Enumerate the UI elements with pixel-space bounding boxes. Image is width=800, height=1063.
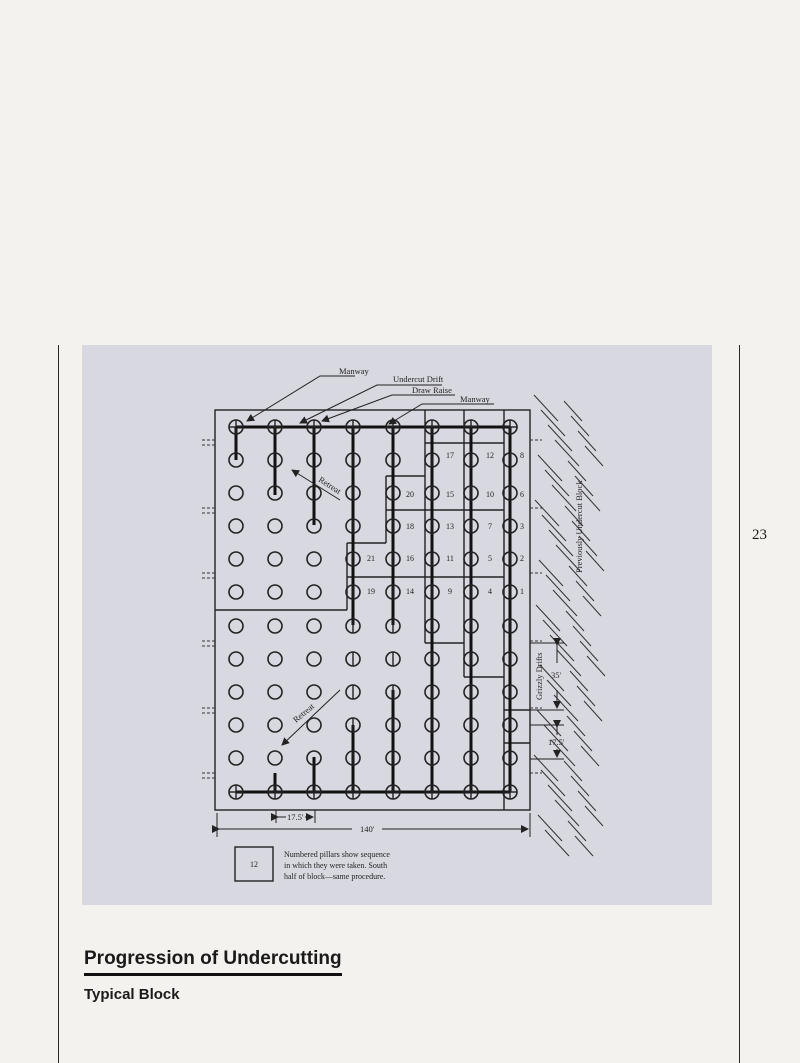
pillar-circle bbox=[307, 685, 321, 699]
dim-35: 35' bbox=[551, 670, 562, 680]
hatch-line bbox=[549, 530, 573, 556]
hatch-line bbox=[534, 395, 558, 421]
pillar-circle bbox=[307, 718, 321, 732]
seq-5: 5 bbox=[488, 554, 492, 563]
pillar-circle bbox=[307, 552, 321, 566]
grizzly-drifts-label: Grizzly Drifts bbox=[534, 652, 544, 700]
seq-15: 15 bbox=[446, 490, 454, 499]
hatch-line bbox=[535, 500, 559, 526]
pillar-circle bbox=[229, 751, 243, 765]
pillar-circle bbox=[307, 585, 321, 599]
hatch-line bbox=[554, 695, 578, 721]
hatch-line bbox=[555, 800, 579, 826]
seq-14: 14 bbox=[406, 587, 414, 596]
hatch-line bbox=[541, 770, 565, 796]
hatch-line bbox=[548, 425, 572, 451]
hatch-line bbox=[545, 830, 569, 856]
legend-line-1: Numbered pillars show sequence bbox=[284, 850, 390, 859]
left-margin-rule bbox=[58, 345, 59, 1063]
pillar-circle bbox=[307, 652, 321, 666]
pillar-circle bbox=[229, 619, 243, 633]
seq-10: 10 bbox=[486, 490, 494, 499]
hatch-line bbox=[541, 410, 565, 436]
hatch-line bbox=[538, 455, 562, 481]
hatch-line bbox=[553, 590, 577, 616]
undercut-drift-label: Undercut Drift bbox=[393, 374, 444, 384]
pillar-circle bbox=[229, 718, 243, 732]
pillar-circle bbox=[229, 519, 243, 533]
dim-17-5-right: 17.5' bbox=[548, 737, 565, 747]
hatch-line bbox=[539, 560, 563, 586]
pillar-circle bbox=[268, 718, 282, 732]
pillar-circle bbox=[268, 519, 282, 533]
pillar-sequence-labels bbox=[367, 451, 524, 596]
retreat-lower-label: Retreat bbox=[290, 701, 317, 725]
block-outline bbox=[215, 410, 530, 810]
hatch-line bbox=[536, 605, 560, 631]
pillar-circle bbox=[229, 585, 243, 599]
hatch-line bbox=[538, 815, 562, 841]
dim-17-5-bottom: 17.5' bbox=[287, 812, 304, 822]
legend-sample-number: 12 bbox=[250, 860, 258, 869]
seq-4: 4 bbox=[488, 587, 492, 596]
hatch-line bbox=[555, 440, 579, 466]
previously-undercut-hatching bbox=[534, 395, 605, 856]
pillar-circle bbox=[268, 685, 282, 699]
pillar-circle bbox=[229, 552, 243, 566]
seq-8: 8 bbox=[520, 451, 524, 460]
hatch-line bbox=[543, 620, 567, 646]
retreat-upper-label: Retreat bbox=[316, 474, 343, 497]
undercutting-diagram bbox=[82, 345, 712, 905]
seq-16: 16 bbox=[406, 554, 414, 563]
figure-title: Progression of Undercutting bbox=[84, 948, 342, 976]
seq-18: 18 bbox=[406, 522, 414, 531]
legend-line-2: in which they were taken. South bbox=[284, 861, 388, 870]
pillar-circle bbox=[268, 619, 282, 633]
pillar-circle bbox=[268, 585, 282, 599]
figure-subtitle: Typical Block bbox=[84, 986, 180, 1003]
hatch-line bbox=[552, 485, 576, 511]
seq-20: 20 bbox=[406, 490, 414, 499]
hatch-line bbox=[542, 515, 566, 541]
hatch-line bbox=[548, 785, 572, 811]
seq-7: 7 bbox=[488, 522, 492, 531]
diagram-svg bbox=[82, 345, 712, 905]
seq-2: 2 bbox=[520, 554, 524, 563]
seq-11: 11 bbox=[446, 554, 454, 563]
hatch-line bbox=[545, 470, 569, 496]
pillar-circle bbox=[268, 751, 282, 765]
seq-12: 12 bbox=[486, 451, 494, 460]
pillar-circle bbox=[307, 619, 321, 633]
manway-top-label: Manway bbox=[339, 366, 369, 376]
seq-3: 3 bbox=[520, 522, 524, 531]
draw-raise-label: Draw Raise bbox=[412, 385, 452, 395]
seq-17: 17 bbox=[446, 451, 454, 460]
seq-19: 19 bbox=[367, 587, 375, 596]
previously-undercut-label: Previously Undercut Block bbox=[574, 480, 584, 573]
seq-1: 1 bbox=[520, 587, 524, 596]
pillar-circle bbox=[268, 552, 282, 566]
pillar-circle bbox=[229, 486, 243, 500]
seq-21: 21 bbox=[367, 554, 375, 563]
seq-9: 9 bbox=[448, 587, 452, 596]
seq-6: 6 bbox=[520, 490, 524, 499]
pillar-circle bbox=[229, 685, 243, 699]
pillar-circle bbox=[229, 652, 243, 666]
hatch-line bbox=[547, 680, 571, 706]
manway-right-label: Manway bbox=[460, 394, 490, 404]
legend-line-3: half of block—same procedure. bbox=[284, 872, 386, 881]
dim-140: 140' bbox=[360, 824, 375, 834]
hatch-line bbox=[546, 575, 570, 601]
hatch-line bbox=[550, 635, 574, 661]
page-number: 23 bbox=[752, 527, 767, 543]
pillar-circle bbox=[268, 652, 282, 666]
right-margin-rule bbox=[739, 345, 740, 1063]
seq-13: 13 bbox=[446, 522, 454, 531]
